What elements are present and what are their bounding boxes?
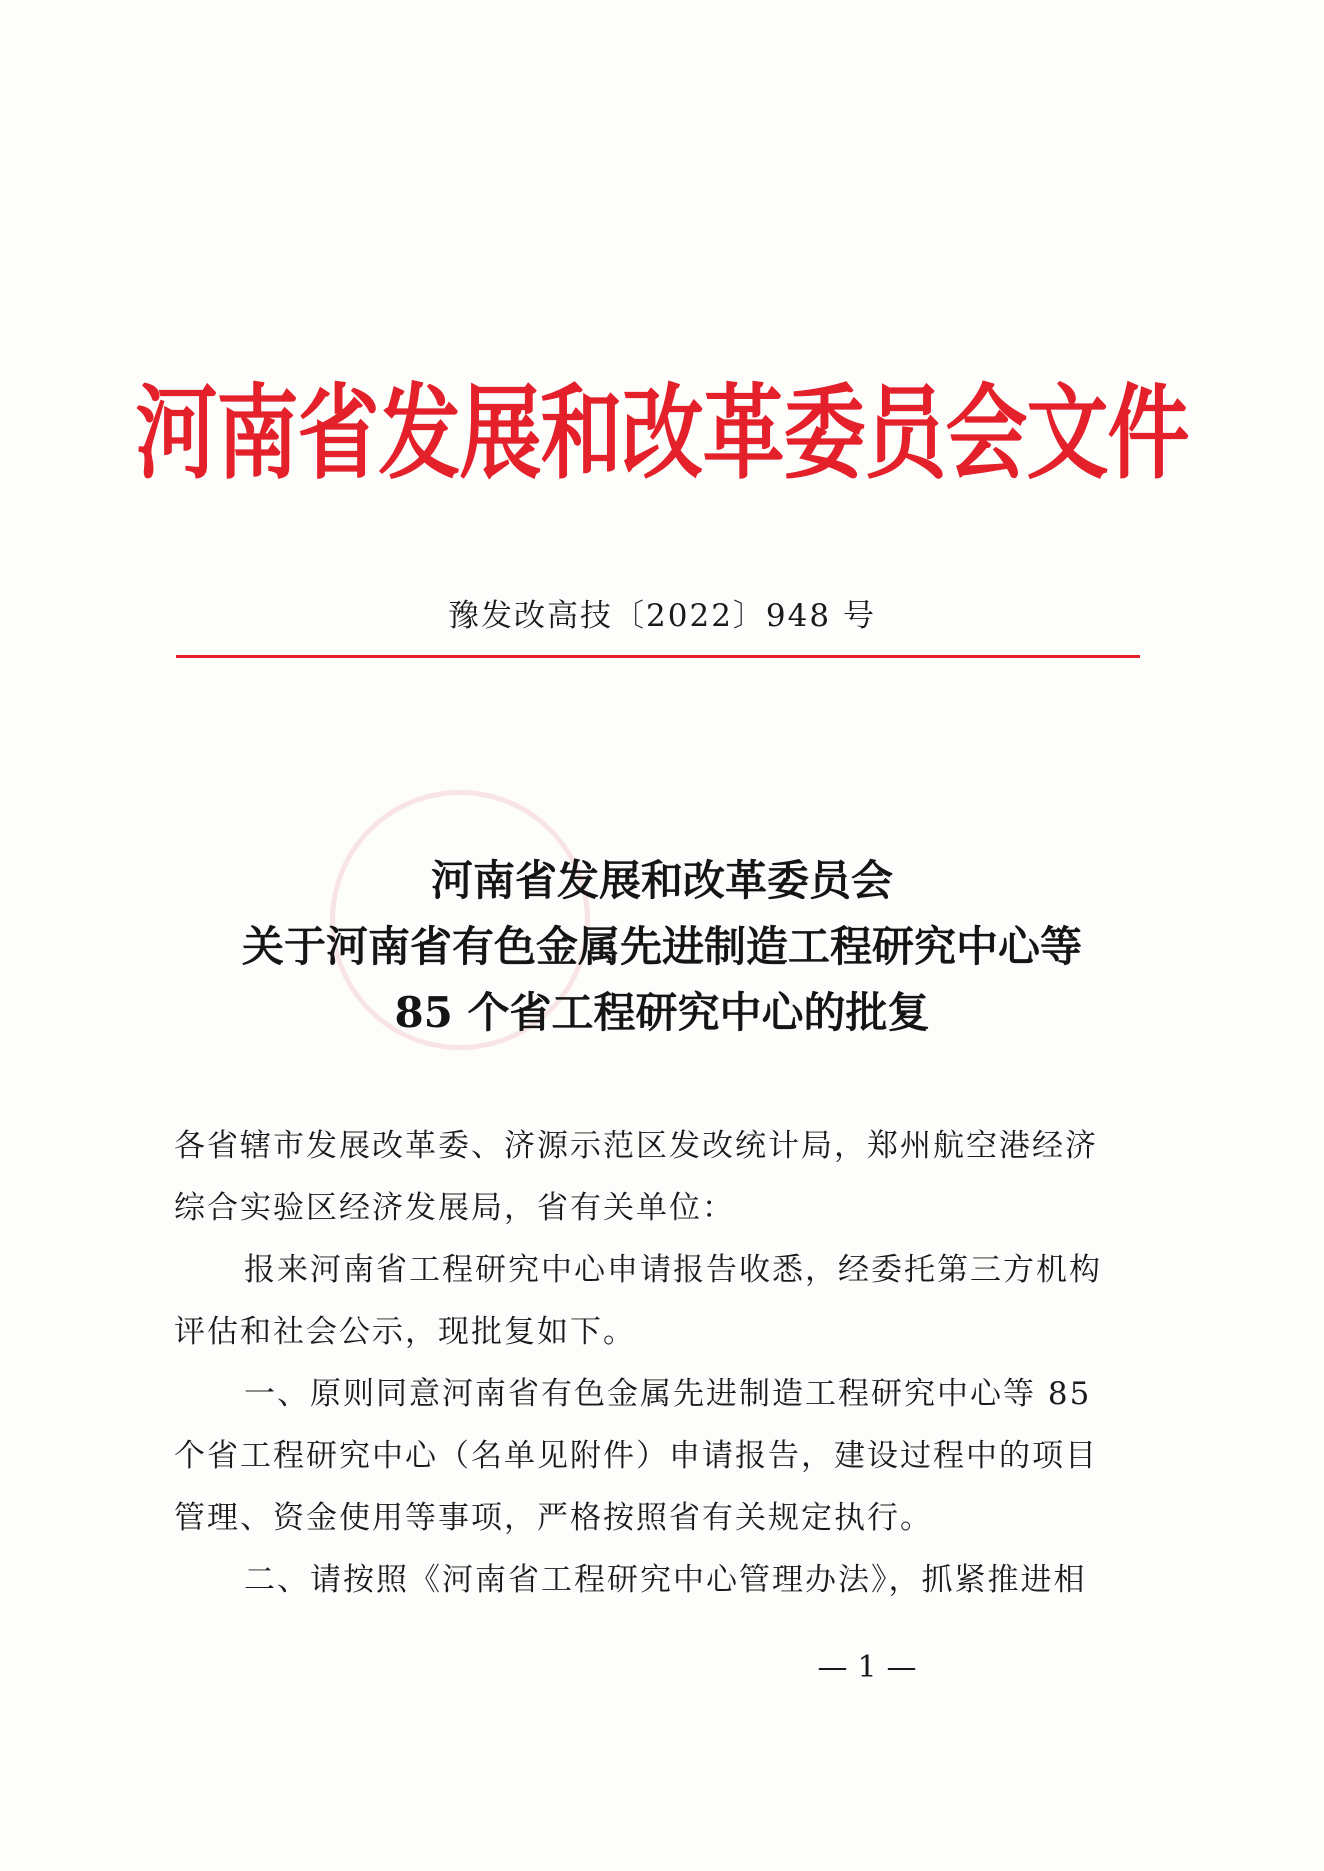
document-title bbox=[0, 848, 1324, 1046]
body-line: 综合实验区经济发展局，省有关单位： bbox=[174, 1190, 735, 1226]
issuer-header: 河南省发展和改革委员会文件 bbox=[135, 374, 1189, 494]
page-number-dash-left: — bbox=[817, 1650, 848, 1685]
body-line: 评估和社会公示，现批复如下。 bbox=[174, 1314, 636, 1350]
title-line-3: 85 个省工程研究中心的批复 bbox=[394, 988, 930, 1037]
body-line: 个省工程研究中心（名单见附件）申请报告，建设过程中的项目 bbox=[174, 1438, 1098, 1474]
body-line: 报来河南省工程研究中心申请报告收悉，经委托第三方机构 bbox=[244, 1252, 1102, 1288]
red-divider-line bbox=[176, 655, 1140, 658]
document-body bbox=[174, 1115, 1144, 1611]
page-number-dash-right: — bbox=[886, 1650, 917, 1685]
body-line: 一、原则同意河南省有色金属先进制造工程研究中心等 85 bbox=[244, 1376, 1092, 1412]
body-line: 二、请按照《河南省工程研究中心管理办法》，抓紧推进相 bbox=[244, 1562, 1087, 1598]
document-number: 豫发改高技〔2022〕948 号 bbox=[448, 598, 876, 634]
body-line: 各省辖市发展改革委、济源示范区发改统计局，郑州航空港经济 bbox=[174, 1128, 1098, 1164]
title-line-1: 河南省发展和改革委员会 bbox=[430, 856, 893, 905]
body-line: 管理、资金使用等事项，严格按照省有关规定执行。 bbox=[174, 1500, 933, 1536]
title-line-2: 关于河南省有色金属先进制造工程研究中心等 bbox=[241, 922, 1082, 971]
page-number-value: 1 bbox=[857, 1650, 877, 1685]
page-number bbox=[0, 1650, 1324, 1685]
